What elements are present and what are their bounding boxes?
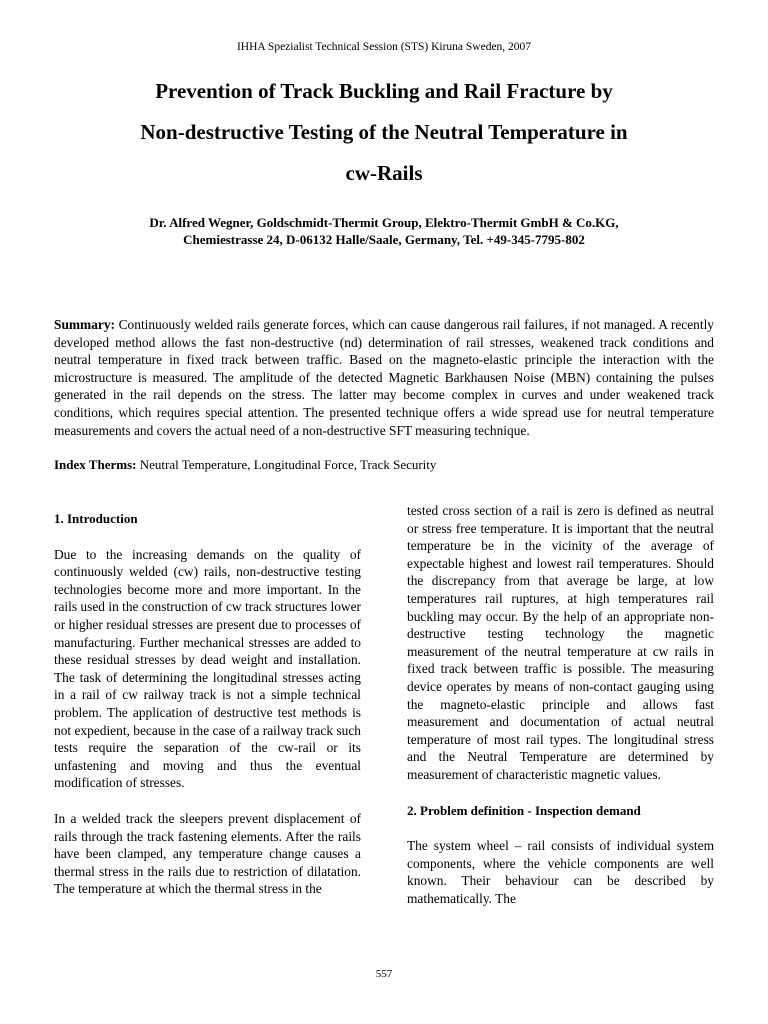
author-block xyxy=(60,214,708,248)
body-paragraph: The system wheel – rail consists of individual system components, where the vehicle components are well known. Their behaviour can be described by mathematically. The xyxy=(407,838,714,906)
summary-text: Continuously welded rails generate forces, which can cause dangerous rail failures, if not managed. A recently developed method allows the fast non-destructive (nd) determination of rail stresses, weakened track conditions and neutral temperature in fixed track between traffic. Based on the magneto-elastic principle the interaction with the microstructure is measured. The amplitude of the detected Magnetic Barkhausen Noise (MBN) containing the pulses generated in the rail depends on the stress. The latter may become complex in curves and under weakened track conditions, which requires special attention. The presented technique offers a wide spread use for neutral temperature measurements and covers the actual need of a non-destructive SFT measuring technique. xyxy=(54,317,714,438)
summary-label: Summary: xyxy=(54,317,115,332)
right-column xyxy=(407,502,714,907)
paper-title xyxy=(60,71,708,194)
title-line: Prevention of Track Buckling and Rail Fracture by xyxy=(155,79,613,103)
running-header: IHHA Spezialist Technical Session (STS) Kiruna Sweden, 2007 xyxy=(236,41,532,53)
section-heading-problem-definition: 2. Problem definition - Inspection demand xyxy=(407,802,641,818)
body-paragraph: tested cross section of a rail is zero is defined as neutral or stress free temperature. It is important that the neutral temperature be in the vicinity of the average of expectable highest and lowest rail temperatures. Should the discrepancy from that average be large, at low temperatures rail ruptures, at high temperatures rail buckling may occur. By the help of an appropriate non-destructive testing technology the magnetic measurement of the neutral temperature at cw rails in fixed track between traffic is possible. The measuring device operates by means of non-contact gauging using the magneto-elastic principle and allows fast measurement and documentation of actual neutral temperature of most rail types. The longitudinal stress and the Neutral Temperature are determined by measurement of characteristic magnetic values. xyxy=(407,503,714,782)
author-line: Dr. Alfred Wegner, Goldschmidt-Thermit Group, Elektro-Thermit GmbH & Co.KG, xyxy=(149,215,619,230)
title-line: Non-destructive Testing of the Neutral Temperature in xyxy=(140,120,628,144)
summary-paragraph xyxy=(54,316,714,439)
body-paragraph: Due to the increasing demands on the quality of continuously welded (cw) rails, non-destructive testing technologies become more and more important. In the rails used in the construction of cw track structures lower or higher residual stresses are present due to processes of manufacturing. Further mechanical stresses are added to these residual stresses by dead weight and installation. The task of determining the longitudinal stresses acting in a rail of cw railway track is not a simple technical problem. The application of destructive test methods is not expedient, because in the case of a railway track such tests require the separation of the cw-rail or its unfastening and moving and thus the eventual modification of stresses. xyxy=(54,546,361,791)
title-line: cw-Rails xyxy=(345,161,423,185)
section-heading-introduction: 1. Introduction xyxy=(54,511,138,526)
index-terms xyxy=(54,457,714,473)
index-terms-label: Index Therms: xyxy=(54,457,137,472)
author-line: Chemiestrasse 24, D-06132 Halle/Saale, Germany, Tel. +49-345-7795-802 xyxy=(183,232,585,247)
page-number: 557 xyxy=(375,968,393,980)
body-paragraph: In a welded track the sleepers prevent displacement of rails through the track fastening elements. After the rails have been clamped, any temperature change causes a thermal stress in the rails due to restriction of dilatation. The temperature at which the thermal stress in the xyxy=(54,810,361,897)
left-column xyxy=(54,510,361,898)
index-terms-text: Neutral Temperature, Longitudinal Force, Track Security xyxy=(139,457,437,472)
